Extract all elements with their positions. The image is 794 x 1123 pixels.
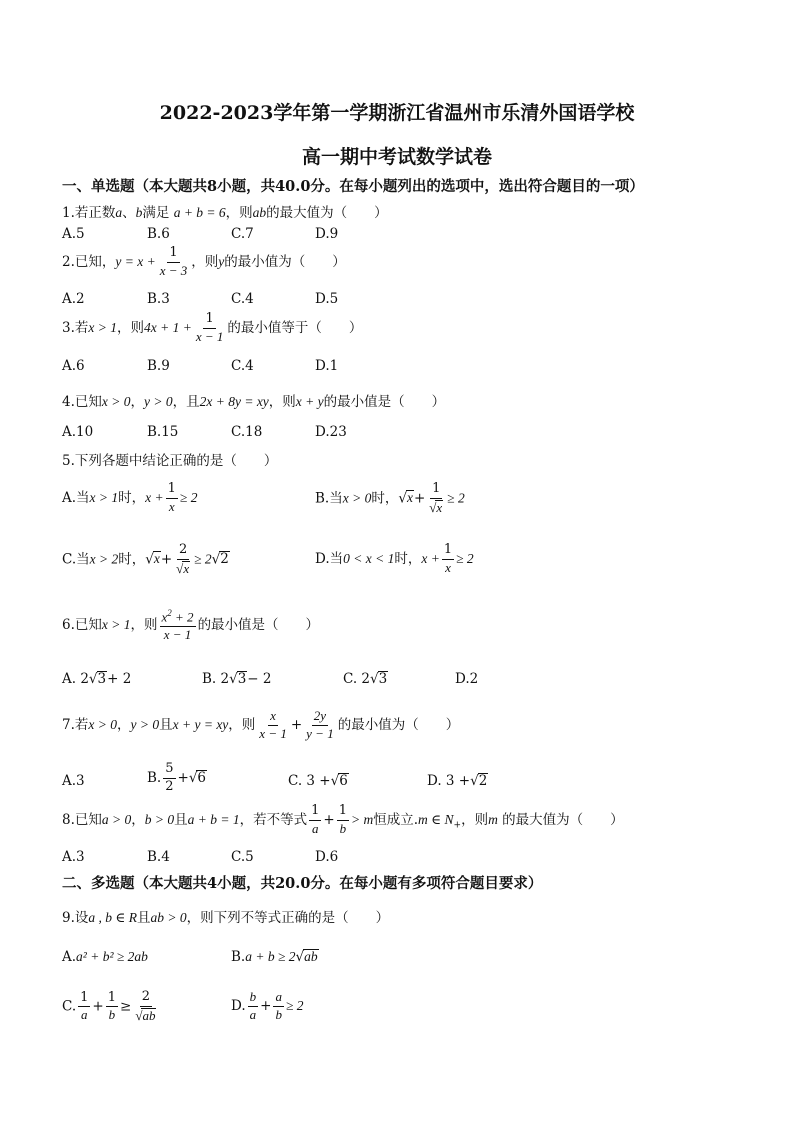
q5c-frac-den-rad: x bbox=[183, 560, 190, 576]
q8-sep-2: 且 bbox=[174, 811, 188, 828]
q2-text-then: ，则 bbox=[191, 253, 219, 270]
q9-text: 9.设 bbox=[62, 910, 89, 926]
q8-cond-a: a > 0 bbox=[101, 811, 132, 827]
q6c-coef: C. 2 bbox=[343, 671, 371, 687]
q5a-post: ≥ 2 bbox=[179, 489, 198, 505]
q5b-frac-den-rad: x bbox=[436, 499, 443, 515]
q3-option-a: A.6 bbox=[62, 358, 85, 374]
q8-text: 8.已知 bbox=[62, 811, 102, 828]
q1-var-ab: ab bbox=[252, 205, 267, 220]
q8-equation: a + b = 1 bbox=[187, 811, 240, 827]
q9d-frac1-den: a bbox=[249, 1006, 257, 1022]
q7b-sqrt: 6 bbox=[197, 769, 207, 786]
q6b-coef: B. 2 bbox=[202, 671, 230, 687]
q7-text: 7.若 bbox=[62, 716, 89, 733]
q9c-frac3-den-rad: ab bbox=[142, 1007, 156, 1023]
q5d-post: ≥ 2 bbox=[456, 550, 474, 566]
q8-plus: + bbox=[323, 811, 335, 828]
q8-cond-b: b > 0 bbox=[144, 811, 175, 827]
q9b-label: B. bbox=[231, 949, 246, 965]
q5b-cond: x > 0 bbox=[342, 490, 372, 506]
q7-option-a: A.3 bbox=[62, 773, 85, 789]
question-8-stem bbox=[62, 804, 624, 837]
q7-option-d: D. 3 +√2 bbox=[427, 773, 488, 789]
q9c-label: C. bbox=[62, 998, 77, 1015]
q4-sep-2: ，且 bbox=[172, 394, 200, 410]
q5b-plus: + bbox=[413, 490, 426, 507]
q5c-frac-num: 2 bbox=[177, 543, 189, 560]
q7-sep-2: 且 bbox=[159, 716, 173, 733]
q1-equation: a + b = 6 bbox=[173, 205, 226, 220]
q9b-sqrt: ab bbox=[304, 949, 318, 964]
q7-frac2-num: 2y bbox=[312, 709, 328, 726]
q5b-text-mid: 时， bbox=[371, 490, 399, 507]
q3-text: 3.若 bbox=[62, 319, 89, 336]
q8-sep-1: ， bbox=[131, 811, 145, 828]
q5d-expr: x + bbox=[421, 550, 440, 566]
q1-option-a: A.5 bbox=[62, 226, 85, 242]
q6b-post: − 2 bbox=[247, 671, 272, 687]
q4-sep-1: ， bbox=[130, 394, 144, 410]
q9c-frac1-den: a bbox=[81, 1007, 88, 1023]
q6-num-tail: + 2 bbox=[171, 609, 194, 625]
section-heading-multiple-choice: 二、多选题（本大题共4小题，共20.0分。在每小题有多项符合题目要求） bbox=[62, 875, 543, 892]
q5c-plus: + bbox=[160, 551, 173, 568]
q5a-frac-den: x bbox=[168, 498, 175, 514]
q5-option-d bbox=[315, 543, 474, 576]
q6a-coef: A. 2 bbox=[62, 671, 89, 687]
q2-frac-num: 1 bbox=[167, 246, 179, 263]
q6-num-exp: 2 bbox=[167, 608, 172, 618]
q9a-expr: a² + b² ≥ 2ab bbox=[76, 949, 148, 964]
q9-option-c bbox=[62, 990, 160, 1024]
q1-var-b: b bbox=[135, 205, 143, 220]
q2-option-a: A.2 bbox=[62, 291, 85, 307]
q3-frac-den: x − 1 bbox=[195, 328, 224, 344]
q8-option-b: B.4 bbox=[147, 849, 170, 865]
q7-cond-x: x > 0 bbox=[88, 716, 117, 732]
q9-option-d bbox=[231, 990, 304, 1023]
q6-frac-num bbox=[160, 608, 196, 627]
q7b-label: B. bbox=[147, 769, 162, 786]
q5a-text-mid: 时， bbox=[118, 489, 146, 506]
q5c-post: ≥ 2 bbox=[194, 551, 212, 567]
q5a-fraction bbox=[166, 482, 178, 515]
q5c-text-mid: 时， bbox=[118, 551, 146, 568]
q7b-frac-num: 5 bbox=[163, 762, 175, 779]
q7c-sqrt: 6 bbox=[339, 773, 348, 789]
q2-option-c: C.4 bbox=[231, 291, 254, 307]
question-4-stem bbox=[62, 390, 445, 410]
q9c-frac3-den: √ab bbox=[135, 1007, 156, 1023]
q9d-plus: + bbox=[260, 997, 272, 1014]
q9-cond: ab > 0 bbox=[150, 910, 187, 925]
q2-text: 2.已知， bbox=[62, 253, 116, 270]
q3-option-b: B.9 bbox=[147, 358, 170, 374]
q9c-frac2-den: b bbox=[108, 1007, 116, 1023]
q3-fraction bbox=[194, 312, 226, 345]
question-7-stem bbox=[62, 709, 459, 742]
q4-cond-y: y > 0 bbox=[144, 394, 173, 409]
q4-target: x + y bbox=[295, 394, 324, 409]
q9-text-end: ，则下列不等式正确的是（ ） bbox=[186, 910, 390, 926]
q5d-text-mid: 时， bbox=[394, 550, 422, 567]
q9-option-b: B.a + b ≥ 2√ab bbox=[231, 949, 318, 965]
q4-option-b: B.15 bbox=[147, 424, 179, 440]
q6b-sqrt: 3 bbox=[237, 671, 247, 687]
q9c-plus: + bbox=[92, 998, 104, 1015]
q6-option-a: A. 2√3+ 2 bbox=[62, 671, 132, 687]
exam-subtitle: 高一期中考试数学试卷 bbox=[301, 146, 492, 168]
q8-n-plus: + bbox=[453, 820, 462, 831]
q8-fraction-2 bbox=[337, 804, 349, 837]
q5a-cond: x > 1 bbox=[89, 489, 119, 505]
exam-title: 2022-2023学年第一学期浙江省温州市乐清外国语学校 bbox=[159, 102, 635, 124]
q9d-frac2-den: b bbox=[275, 1006, 282, 1022]
q9c-frac2-num: 1 bbox=[106, 991, 118, 1008]
q5a-frac-num: 1 bbox=[166, 482, 178, 499]
q7b-plus: + bbox=[177, 769, 189, 786]
q7b-frac-den: 2 bbox=[165, 778, 174, 794]
q4-option-c: C.18 bbox=[231, 424, 263, 440]
q4-cond-x: x > 0 bbox=[101, 394, 131, 409]
q5b-text: B.当 bbox=[315, 490, 343, 507]
q7-frac2-den: y − 1 bbox=[306, 725, 334, 741]
q9d-fraction-1 bbox=[248, 990, 259, 1023]
q2-option-d: D.5 bbox=[315, 291, 339, 307]
q8-fraction-1 bbox=[309, 804, 321, 837]
q7b-fraction bbox=[163, 762, 175, 795]
q8-option-c: C.5 bbox=[231, 849, 254, 865]
q8-frac2-num: 1 bbox=[337, 804, 349, 821]
q3-expression: 4x + 1 + bbox=[144, 319, 192, 335]
q6-text-then: ，则 bbox=[130, 617, 158, 634]
q5b-fraction bbox=[427, 482, 445, 516]
q8-option-a: A.3 bbox=[62, 849, 85, 865]
q6a-post: + 2 bbox=[107, 671, 132, 687]
q2-fraction bbox=[158, 246, 190, 279]
q2-text-end: 的最小值为（ ） bbox=[224, 253, 346, 270]
q5-option-b: B.当x > 0时，√x+ $\frac{1}{√x}$ ≥ 2 bbox=[315, 481, 465, 515]
q7-fraction-2 bbox=[304, 709, 336, 742]
question-6-stem bbox=[62, 608, 319, 643]
q2-expression: y = x + bbox=[115, 253, 156, 269]
q7d-text: D. 3 + bbox=[427, 773, 471, 789]
question-2-stem bbox=[62, 246, 346, 279]
q5-option-c: C.当x > 2时，√x+ $\frac{2}{√x}$ ≥ 2√2 bbox=[62, 542, 229, 576]
question-9-stem bbox=[62, 906, 389, 926]
q5d-frac-den: x bbox=[445, 559, 451, 575]
q4-text: 4.已知 bbox=[62, 394, 102, 410]
q3-condition: x > 1 bbox=[88, 319, 117, 335]
q4-equation: 2x + 8y = xy bbox=[199, 394, 269, 409]
question-3-stem bbox=[62, 312, 362, 345]
question-1-stem bbox=[62, 201, 388, 221]
q3-text-end: 的最小值等于（ ） bbox=[227, 319, 363, 336]
section-heading-single-choice: 一、单选题（本大题共8小题，共40.0分。在每小题列出的选项中，选出符合题目的一项） bbox=[62, 178, 644, 195]
q9d-frac2-num: a bbox=[273, 990, 284, 1007]
q9c-fraction-2 bbox=[106, 991, 118, 1024]
q8-text-end: 的最大值为（ ） bbox=[497, 811, 624, 828]
q7c-text: C. 3 + bbox=[288, 773, 331, 789]
q8-gt-m: > m bbox=[351, 811, 374, 827]
q9-domain: a , b ∈ R bbox=[88, 910, 138, 925]
q7-sep-1: ， bbox=[117, 716, 131, 733]
q1-text-end: 的最大值为（ ） bbox=[266, 205, 388, 221]
q5c-sqrt-2: 2 bbox=[220, 551, 229, 568]
q9c-fraction-1 bbox=[78, 991, 90, 1024]
q1-option-c: C.7 bbox=[231, 226, 254, 242]
q6c-sqrt: 3 bbox=[378, 671, 388, 687]
q1-text: 1.若正数 bbox=[62, 205, 116, 221]
q9c-ge: ≥ bbox=[120, 998, 132, 1015]
q7-text-then: ，则 bbox=[228, 716, 256, 733]
q1-text-then: ，则 bbox=[225, 205, 253, 221]
q5d-fraction bbox=[442, 543, 454, 576]
q7-frac1-den: x − 1 bbox=[259, 725, 287, 741]
q8-var-m: m bbox=[488, 811, 498, 827]
q9-option-a bbox=[62, 949, 148, 965]
q9a-label: A. bbox=[62, 949, 77, 965]
q6-frac-den: x − 1 bbox=[163, 627, 192, 643]
q5d-cond: 0 < x < 1 bbox=[343, 550, 395, 566]
q3-frac-num: 1 bbox=[203, 312, 215, 329]
q8-frac2-den: b bbox=[339, 820, 347, 836]
q8-frac1-num: 1 bbox=[309, 804, 321, 821]
q8-frac1-den: a bbox=[312, 820, 319, 836]
q9c-fraction-3 bbox=[133, 990, 158, 1024]
q7d-sqrt: 2 bbox=[478, 773, 488, 789]
q9b-expr: a + b ≥ 2 bbox=[245, 949, 296, 964]
q3-option-d: D.1 bbox=[315, 358, 339, 374]
q2-frac-den: x − 3 bbox=[159, 262, 188, 278]
q1-sep: 、 bbox=[122, 205, 136, 221]
q5c-frac-den: √x bbox=[176, 560, 190, 576]
q8-text-holds: 恒成立. bbox=[373, 811, 419, 828]
q7-text-end: 的最小值为（ ） bbox=[337, 716, 460, 733]
q5c-text: C.当 bbox=[62, 551, 90, 568]
q8-text-then: ，则 bbox=[461, 811, 489, 828]
q5b-frac-num: 1 bbox=[430, 482, 442, 499]
q5-option-a bbox=[62, 482, 197, 515]
q6a-sqrt: 3 bbox=[97, 671, 107, 687]
q5c-sqrt: x bbox=[153, 551, 160, 567]
q9d-label: D. bbox=[231, 997, 246, 1014]
question-5-stem: 5.下列各题中结论正确的是（ ） bbox=[62, 453, 278, 469]
q8-m-in-n: m ∈ N bbox=[418, 811, 454, 827]
q7-plus: + bbox=[290, 716, 303, 733]
q7-option-b: B. $\frac{5}{2}$ +√6 bbox=[147, 761, 207, 794]
q9d-frac1-num: b bbox=[248, 990, 259, 1007]
q7-fraction-1 bbox=[257, 709, 289, 742]
q9d-post: ≥ 2 bbox=[285, 997, 304, 1013]
q2-option-b: B.3 bbox=[147, 291, 170, 307]
q9-sep: 且 bbox=[137, 910, 151, 926]
q5b-sqrt: x bbox=[406, 490, 413, 506]
q6-option-c: C. 2√3 bbox=[343, 671, 388, 687]
q6-num-base: x bbox=[161, 609, 168, 625]
q5b-post: ≥ 2 bbox=[447, 490, 465, 506]
q6-text-end: 的最小值是（ ） bbox=[197, 617, 320, 634]
q7-equation: x + y = xy bbox=[172, 716, 229, 732]
q7-cond-y: y > 0 bbox=[130, 716, 160, 732]
q6-text: 6.已知 bbox=[62, 617, 102, 634]
q5d-text: D.当 bbox=[315, 550, 344, 567]
q1-var-a: a bbox=[115, 205, 123, 220]
q7-frac1-num: x bbox=[268, 709, 278, 726]
q3-option-c: C.4 bbox=[231, 358, 254, 374]
q3-text-then: ，则 bbox=[117, 319, 144, 336]
q4-option-a: A.10 bbox=[62, 424, 94, 440]
q1-option-d: D.9 bbox=[315, 226, 339, 242]
q9c-frac3-num: 2 bbox=[140, 990, 152, 1007]
q5c-cond: x > 2 bbox=[89, 551, 119, 567]
q8-option-d: D.6 bbox=[315, 849, 339, 865]
q2-var-y: y bbox=[218, 253, 225, 269]
q1-option-b: B.6 bbox=[147, 226, 170, 242]
q5c-fraction bbox=[174, 543, 192, 577]
q4-option-d: D.23 bbox=[315, 424, 347, 440]
q6-option-d: D.2 bbox=[455, 671, 479, 687]
q4-text-end: 的最小值是（ ） bbox=[323, 394, 446, 410]
q1-text-mid: 满足 bbox=[142, 205, 170, 221]
q9c-frac1-num: 1 bbox=[78, 991, 90, 1008]
q6-fraction bbox=[160, 608, 196, 643]
q8-text-ineq: ，若不等式 bbox=[239, 811, 308, 828]
q5a-text: A.当 bbox=[62, 489, 90, 506]
q6-option-b: B. 2√3− 2 bbox=[202, 671, 272, 687]
q4-text-then: ，则 bbox=[268, 394, 296, 410]
q9d-fraction-2 bbox=[273, 990, 284, 1023]
q5b-frac-den: √x bbox=[429, 499, 443, 515]
q7-option-c: C. 3 +√6 bbox=[288, 773, 348, 789]
q5d-frac-num: 1 bbox=[442, 543, 454, 560]
q5a-expr: x + bbox=[145, 489, 164, 505]
q6-cond: x > 1 bbox=[101, 617, 131, 633]
